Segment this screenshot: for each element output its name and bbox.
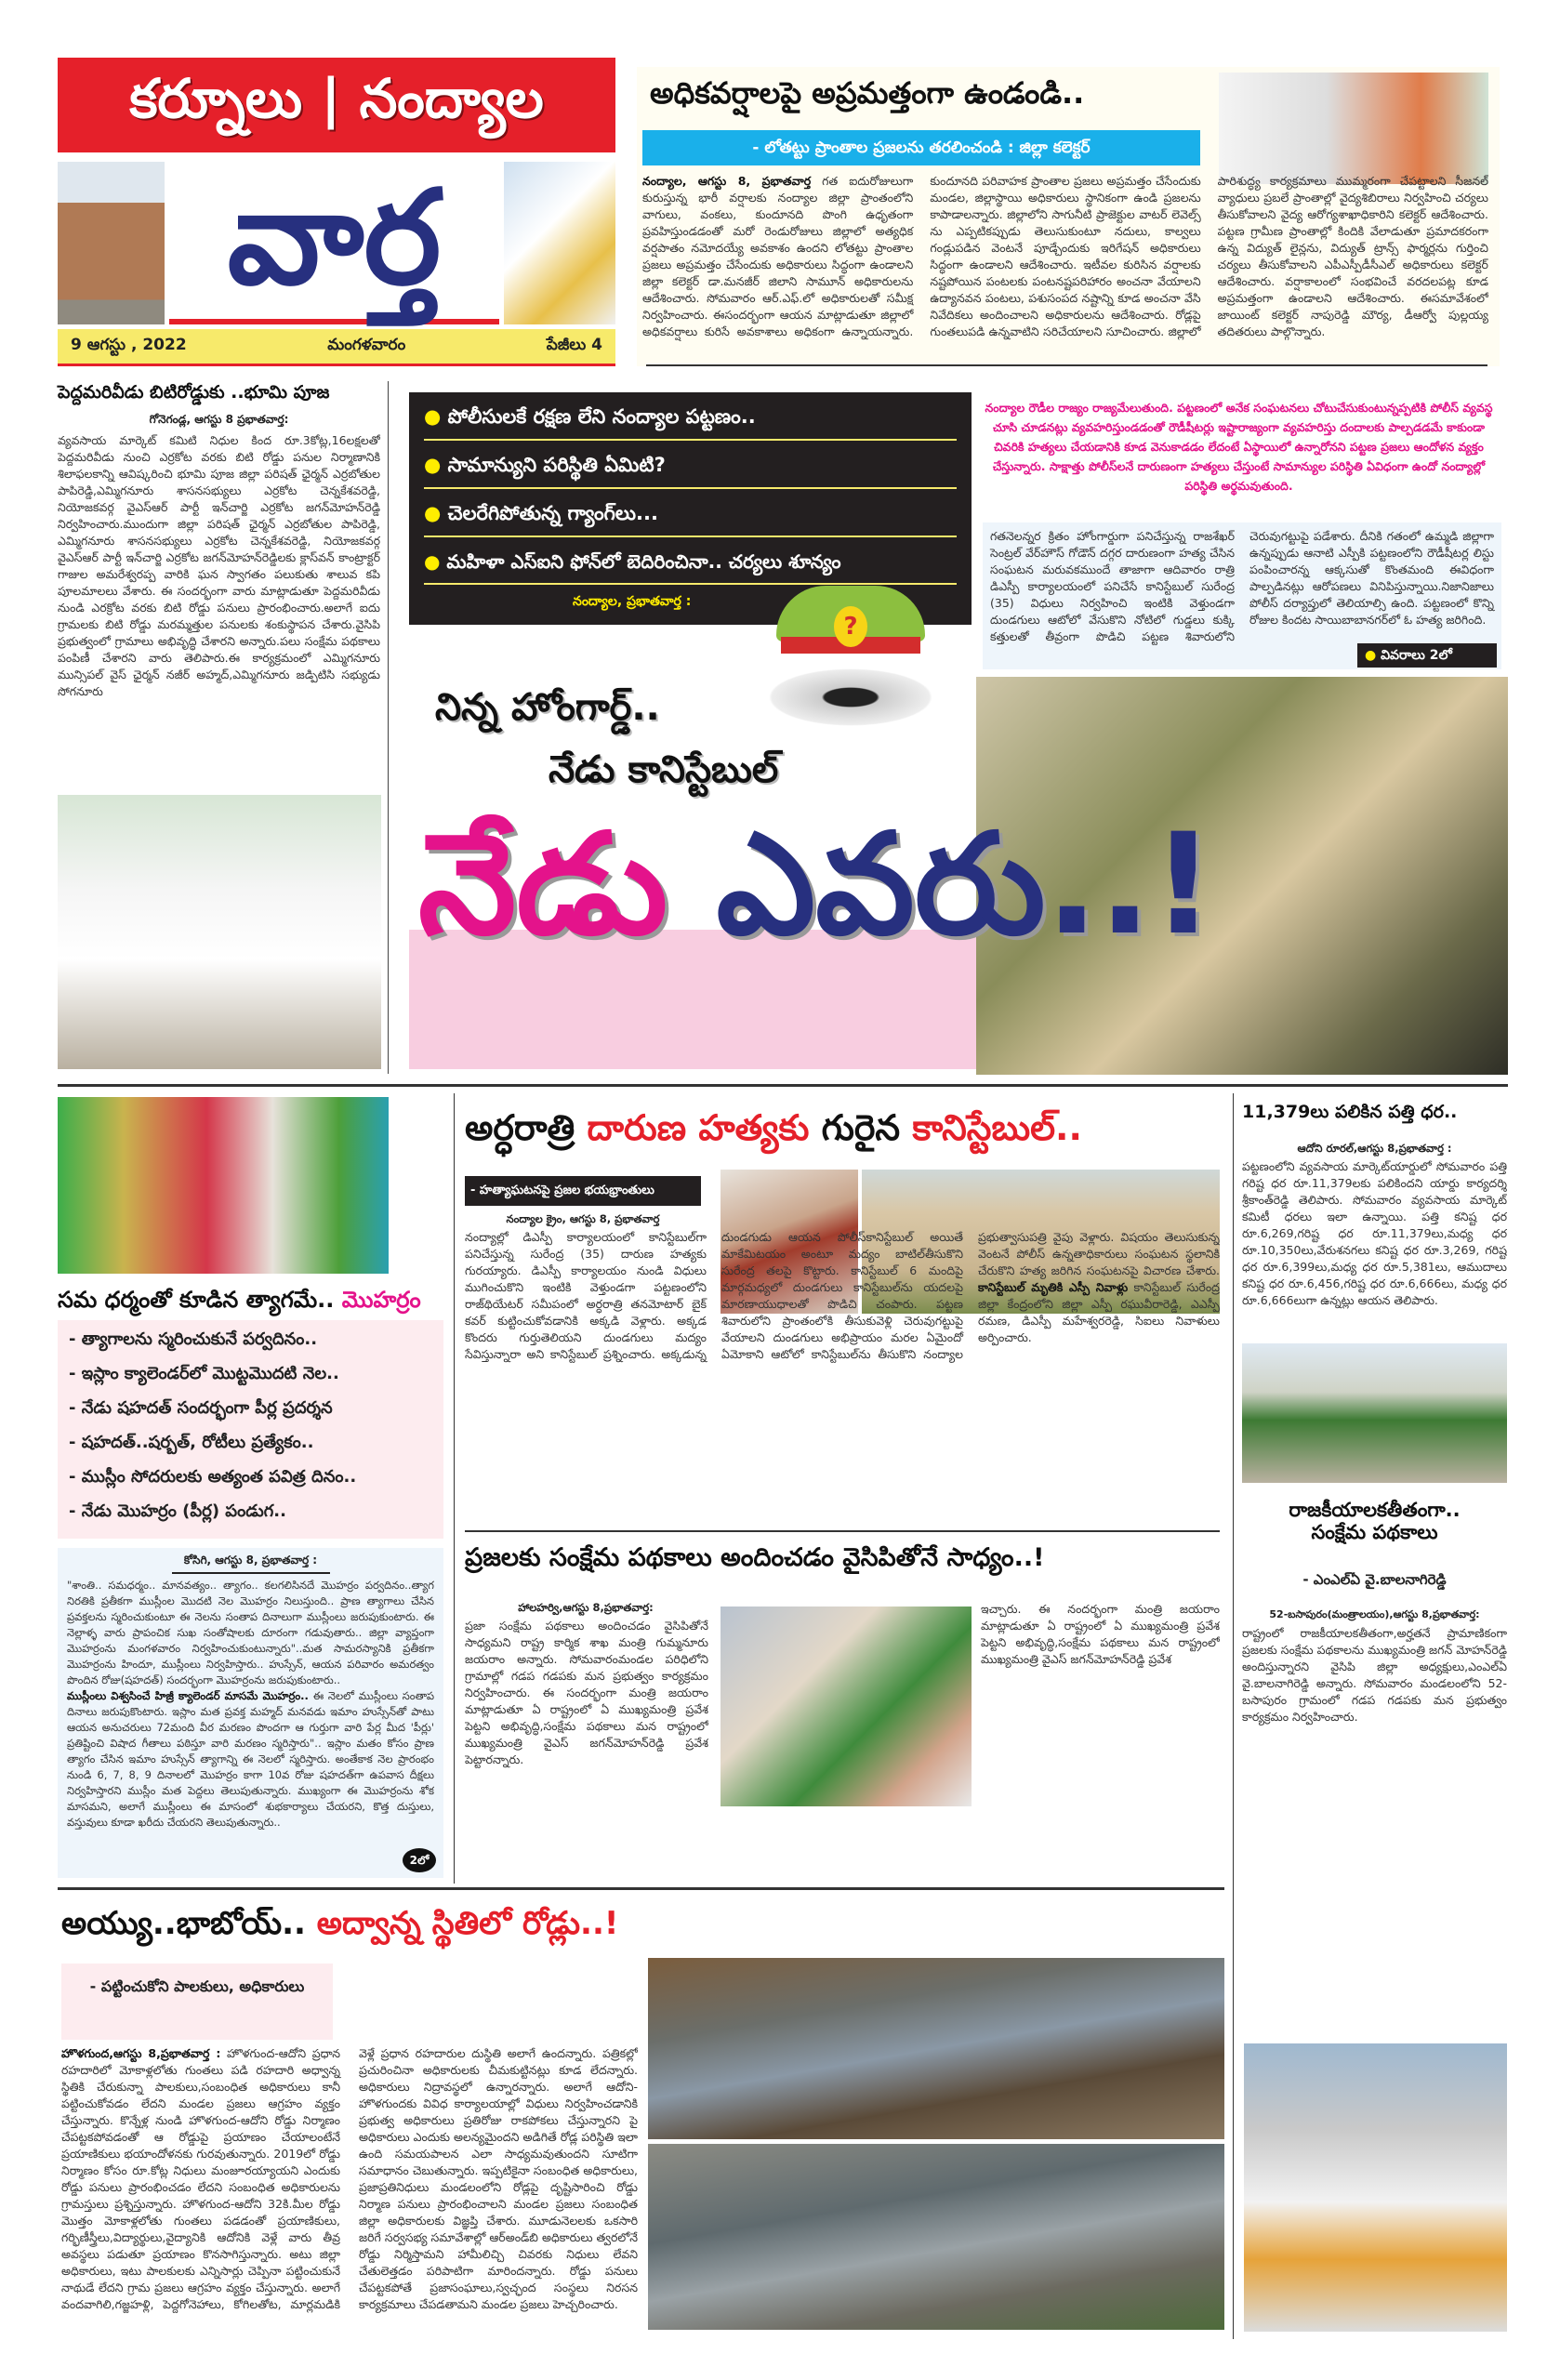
rajakeeya-dateline: 52-బసాపురం(మంత్రాలయం),ఆగస్టు 8,ప్రభాతవార్త: (1269, 1608, 1480, 1620)
cotton-dateline: ఆదోని రూరల్,ఆగస్టు 8,ప్రభాతవార్త : (1297, 1142, 1452, 1155)
logo-area (58, 152, 615, 329)
left-article (58, 381, 389, 1074)
muharram-bullet: - షహదత్..షర్బత్, రోటీలు ప్రత్యేకం.. (69, 1433, 314, 1452)
question-mark-icon: ? (834, 606, 867, 647)
nandi-photo (504, 162, 615, 324)
lead-bullet: ● చెలరేగిపోతున్న గ్యాంగ్‌లు... (424, 502, 957, 537)
issue-date: 9 ఆగస్టు , 2022 (71, 335, 187, 354)
mla-photo (1244, 2043, 1507, 2332)
top-article-body: నంద్యాల, ఆగస్టు 8, ప్రభాతవార్త గత ఐదురోజులుగా కురుస్తున్న భారీ వర్షాలకు నంద్యాల జిల్లా ప్రాంతంలోని వాగులు, వంకలు, కుందూనది పొంగి ఉధృతంగా ప్రవహిస్తుండడంతో మరో రెండురోజులు జిల్లాలో అత్యధిక వర్షపాతం నమోదయ్యే అవకాశం ఉందని లోతట్టు ప్రాంతాల ప్రజలు అప్రమత్తం చేసేందుకు అధికారులు సిద్ధంగా ఉండాలని జిల్లా కలెక్టర్ డా.మనజీర్ జిలాని సామూన్ అధికారులను ఆదేశించారు. సోమవారం ఆర్.ఎఫ్.లో అధికారులతో సమీక్ష నిర్వహించారు. ఈసందర్భంగా ఆయన మాట్లాడుతూ జిల్లాలో అధికవర్షాలు కురిసే అవకాశాలు అధికంగా ఉన్నాయన్నారు. కుందూనది పరివాహక ప్రాంతాల ప్రజలు అప్రమత్తం చేసేందుకు మండల, జిల్లాస్థాయి అధికారులు స్థానికంగా ఉండి ప్రజలను కాపాడాలన్నారు. జిల్లాలోని సాగునీటి ప్రాజెక్టుల వాటర్ లెవెల్స్ ను ఎప్పటికప్పుడు తెలుసుకుంటూ నదులు, కాల్వలు గండ్లుపడిన వెంటనే పూడ్చేందుకు ఇరిగేషన్ అధికారులు సిద్ధంగా ఉండాలని ఆదేశించారు. ఇటీవల కురిసిన వర్షాలకు నష్టపోయిన పంటలకు పంటనష్టపరిహారం అంచనా వేయాలని ఉద్యానవన పంటలు, పశుసంపద నష్టాన్ని కూడ అంచనా వేసి నివేదికలు అందించాలని అధికారులను ఆదేశించారు. రోడ్లపై గుంతలుపడి ఉన్నవాటిని సరిచేయాలని సూచించారు. జిల్లాలో పారిశుద్ధ్య కార్యక్రమాలు ముమ్మరంగా చేపట్టాలని సీజనల్ వ్యాధులు ప్రబలే ప్రాంతాల్లో వైద్యశిబిరాలు నిర్వహించి చర్యలు తీసుకోవాలని వైద్య ఆరోగ్యశాఖాధికారిని కలెక్టర్ ఆదేశించారు. పట్టణ గ్రామీణ ప్రాంతాల్లో కిందికి వేలాడుతూ ప్రమాదకరంగా ఉన్న విద్యుత్ లైన్లను, విద్యుత్ ట్రాన్స్ ఫార్మర్లను గుర్తించి చర్యలు తీసుకోవాలని ఎపీఎస్పీడీసీఎల్ అధికారులు కలెక్టర్ ఆదేశించారు. వర్షాకాలంలో సంభవించే వరదలపట్ల కూడ అప్రమత్తంగా ఉండాలని ఆదేశించారు. ఈసమావేశంలో జాయింట్ కలెక్టర్ నాపురెడ్డి మౌర్య, డీఆర్వో పుల్లయ్య తదితరులు పాల్గొన్నారు. (642, 174, 1488, 338)
lead-bullet: ● మహిళా ఎస్ఐని ఫోన్‌లో బెదిరించినా.. చర్యలు శూన్యం (424, 550, 957, 585)
bullet-icon: ● (424, 502, 442, 524)
continued-marker[interactable]: 2లో (403, 1848, 436, 1872)
police-cap-illustration (758, 586, 944, 744)
roads-body: హొళగుంద,ఆగస్టు 8,ప్రభాతవార్త : హొళగుంద-ఆదోని ప్రధాన రహదారిలో మోకాళ్లలోతు గుంతలు పడి రహదారి అధ్వాన్న స్థితికి చేరుకున్నా పాలకులు,సంబంధిత అధికారులు కానీ పట్టించుకోవడం లేదని మండల ప్రజలు ఆగ్రహం వ్యక్తం చేస్తున్నారు. కొన్నేళ్ల నుండి హొళగుంద-ఆదోని రోడ్డు నిర్మాణం చేపట్టకపోవడంతో ఆ రోడ్డుపై ప్రయాణం చేయాలంటేనే ప్రయాణికులు భయాందోళనకు గురవుతున్నారు. 2019లో రోడ్డు నిర్మాణం కోసం రూ.కోట్ల నిధులు మంజూరయ్యాయని ఎందుకు రోడ్డు పనులు ప్రారంభించడం లేదని సంబంధిత అధికారులను గ్రామస్తులు ప్రశ్నిస్తున్నారు. హొళగుంద-ఆదోని 32కి.మీల రోడ్డు మొత్తం మోకాళ్లలోతు గుంతలు పడడంతో ప్రయాణికులు, గర్భిణీస్త్రీలు,విద్యార్థులు,వైద్యానికి ఆదోనికి వెళ్లే వారు తీవ్ర అవస్థలు పడుతూ ప్రయాణం కొనసాగిస్తున్నారు. అటు జిల్లా అధికారులు, ఇటు పాలకులకు ఎన్నిసార్లు చెప్పినా పట్టించుకునే నాథుడే లేదని గ్రామ ప్రజలు ఆగ్రహం వ్యక్తం చేస్తున్నారు. అలాగే వందవాగిలి,గజ్జహళ్లి, పెద్దగోనెహాలు, కోగిలతోట, మార్లమడికి వెళ్లే ప్రధాన రహదారుల దుస్థితి అలాగే ఉందన్నారు. పత్రికల్లో ప్రచురించినా అధికారులకు చీమకుట్టినట్లు కూడ లేదన్నారు. అధికారులు నిద్రావస్థలో ఉన్నారన్నారు. అలాగే ఆదోని-హొళగుందకు వివిధ కార్యాలయాల్లో విధులు నిర్వహించడానికి ప్రభుత్వ అధికారులు ప్రతిరోజు రాకపోకలు చేస్తున్నారని పై అధికారులు ఎందుకు అలన్యమైందని అడిగితే రోడ్ల పరిస్థితి ఇలా ఉంది సమయపాలన ఎలా సాధ్యమవుతుందని సూటిగా సమాధానం చెబుతున్నారు. ఇప్పటికైనా సంబంధిత అధికారులు, ప్రజాప్రతినిధులు మండలంలోని రోడ్లపై దృష్టిసారించి రోడ్డు నిర్మాణ పనులు ప్రారంభించాలని మండల ప్రజలు సంబంధిత జిల్లా అధికారులకు విజ్ఞప్తి చేశారు. మూడునెలలకు ఒకసారి జరిగే సర్వసభ్య సమావేశాల్లో ఆర్అండ్‌బి అధికారులు త్వరలోనే రోడ్డు నిర్మిస్తామని హామీలిచ్చి చివరకు నిధులు లేవని చేతులెత్తడం పరిపాటిగా మారిందన్నారు. రోడ్డు పనులు చేపట్టకపోతే ప్రజాసంఘాలు,స్వచ్ఛంద సంస్థలు నిరసన కార్యక్రమాలు చేపడతామని మండల ప్రజలు హెచ్చరించారు. (61, 2046, 638, 2311)
date-strip (58, 329, 615, 366)
top-article-headline: అధికవర్షాలపై అప్రమత్తంగా ఉండండి.. (650, 75, 1085, 111)
roads-subhead: - పట్టించుకోని పాలకులు, అధికారులు (61, 1964, 333, 2040)
bhoomi-pooja-photo (58, 795, 381, 1069)
left-article-body: వ్యవసాయ మార్కెట్ కమిటి నిధుల కింద రూ.3కోట్ల,16లక్షలతో పెద్దమరివీడు నుంచి ఎర్రకోట వరకు బిటి రోడ్డు పనుల నిర్మాణానికి శిలాఫలకాన్ని ఆవిష్కరించి భూమి పూజ జిల్లా పరిషత్ ఛైర్మన్ ఎర్రబోతుల పాపిరెడ్డి,ఎమ్మిగనూరు శాసనసభ్యులు ఎర్రకోట చెన్నకేశవరెడ్డి, నియోజకవర్గ వైఎస్ఆర్ పార్టీ ఇన్‌చార్జి ఎర్రకోట జగన్‌మోహన్‌రెడ్డి నిర్వహించారు.ముందుగా జిల్లా పరిషత్ ఛైర్మన్ ఎర్రబోతుల పాపిరెడ్డి, ఎమ్మిగనూరు శాసనసభ్యులు ఎర్రకోట చెన్నకేశవరెడ్డి, నియోజకవర్గ వైఎస్ఆర్ పార్టీ ఇన్‌చార్జి ఎర్రకోట జగన్‌మోహన్‌రెడ్డిలకు క్లాస్‌వన్ కాంట్రాక్టర్ గాజుల అమరేశ్వరప్ప వారికి ఘన స్వాగతం పలుకుతు శాలువ కపి పూలమాలలు వేశారు. ఈ సందర్భంగా వారు మాట్లాడుతూ పెద్దమరివీడు నుండి ఎరక్రోట వరకు బిటి రోడ్డు పనులు ప్రారంభించారు.అలాగే ఐదు గ్రామలకు బిటి రోడ్డు మరమ్మత్తుల పనులకు శంకుస్థాపన చేశారు.వైసిపి ప్రభుత్వంలో గ్రామాలు అభివృద్ధి చేశారని అన్నారు.పలు సంక్షేమ పథకాలు పంపిణీ చేశారని వారు తెలిపారు.ఈ కార్యక్రమంలో ఎమ్మిగనూరు మున్సిపల్ వైస్ ఛైర్మన్ నజీర్ అహ్మద్,ఎమ్మిగనూరు జడ్పిటిసి సభ్యుడు సోగనూరు (58, 432, 380, 698)
muharram-bullet: - నేడు షహదత్ సందర్భంగా పీర్ల ప్రదర్శన (69, 1398, 333, 1418)
potholes-photo-1 (648, 1958, 1224, 2139)
continued-badge[interactable]: ● వివరాలు 2లో (1357, 643, 1497, 668)
bullet-icon: ● (424, 405, 442, 428)
muharram-body-box (58, 1548, 443, 1878)
lead-headline-1: నిన్న హోంగార్డ్.. (435, 686, 660, 729)
muharram-bullet: - త్యాగాలను స్మరించుకునే పర్వదినం.. (69, 1329, 318, 1349)
collector-meeting-photo (1219, 73, 1488, 184)
column-divider (454, 1093, 455, 1884)
welfare-body-tail: ఇచ్చారు. ఈ నందర్భంగా మంత్రి జయరాం మాట్లాడుతూ ఏ రాష్ట్రంలో ఏ ముఖ్యమంత్రి ప్రవేశ పెట్టని అభివృద్ధి,సంక్షేమ పథకాలు మన రాష్ట్రంలో ముఖ్యమంత్రి వైఎస్ జగన్‌మోహన్‌రెడ్డి ప్రవేశ (981, 1602, 1220, 1666)
cotton-body: పట్టణంలోని వ్యవసాయ మార్కెట్‌యార్డులో సోమవారం పత్తి గరిష్ట ధర రూ.11,379లకు పలికిందని యార్డు కార్యదర్శి శ్రీకాంత్‌రెడ్డి తెలిపారు. సోమవారం వ్యవసాయ మార్కెట్ కమిటీ ధరలు ఇలా ఉన్నాయి. పత్తి కనిష్ట ధర రూ.6,269,గరిష్ట ధర రూ.11,379లు,మధ్య ధర రూ.10,350లు,వేరుశనగలు కనిష్ట ధర రూ.3,269, గరిష్ట ధర రూ.6,399లు,మధ్య ధర రూ.5,381లు, ఆముదాలు కనిష్ట ధర రూ.6,456,గరిష్ట ధర రూ.6,666లు, మధ్య ధర రూ.6,666లుగా ఉన్నట్లు ఆయన తెలిపారు. (1242, 1159, 1507, 1307)
lead-body: గతనెలన్నర క్రితం హోంగార్డుగా పనిచేస్తున్న రాజశేఖర్ సెంట్రల్ వేర్‌హౌస్ గోడౌన్ దగ్గర దారుణంగా హత్య చేసిన సంఘటన మరువకముందే తాజాగా ఆదివారం రాత్రి డిఎస్పీ కార్యాలయంలో పనిచేసే కానిస్టేబుల్ సురేంద్ర (35) విధులు నిర్వహించి ఇంటికి వెళ్తుండగా దుండగులు ఆటోలో వేసుకొని నోటిలో గుడ్డలు కుక్కి కత్తులతో తీవ్రంగా పొడిచి పట్టణ శివారులోని చెరువుగట్టుపై పడేశారు. దీనికి గతంలో ఉమ్మడి జిల్లాగా ఉన్నప్పుడు ఆనాటి ఎస్పీకి పట్టణంలోని రౌడీషీటర్ల లిస్టు పంపించారన్న ఆక్కసుతో కొంతమంది ఈవిధంగా పాల్పడినట్లు ఆరోపణలు వినిపిస్తున్నాయి.నిజానిజాలు పోలీస్ దర్యాప్తులో తెలియాల్సి ఉంది. పట్టణంలో కొన్ని రోజుల కిందట సాయిబాబానగర్‌లో ఓ హత్య జరిగింది. (983, 522, 1501, 669)
constable-headline: అర్ధరాత్రి దారుణ హత్యకు గురైన కానిస్టేబుల్.. (465, 1107, 1082, 1148)
cotton-headline: 11,379లు పలికిన పత్తి ధర.. (1242, 1102, 1458, 1122)
constable-subhead: - హత్యాఘటనపై ప్రజల భయభ్రాంతులు (465, 1176, 701, 1206)
muharram-bullet: - నేడు మొహర్రం (పీర్ల) పండుగ.. (69, 1501, 286, 1521)
welfare-dateline: హాలహర్వి,ఆగస్టు 8,ప్రభాతవార్త: (518, 1601, 654, 1614)
muharram-bullet: - ఇస్లాం క్యాలెండర్‌లో మొట్టమొదటి నెల.. (69, 1364, 339, 1383)
top-article-subhead: - లోతట్టు ప్రాంతాల ప్రజలను తరలించండి : జిల్లా కలెక్టర్ (642, 130, 1200, 165)
masthead (58, 58, 615, 369)
rajakeeya-byline: - ఎంఎల్ఏ వై.బాలనాగిరెడ్డి (1302, 1571, 1447, 1588)
lead-dateline: నంద్యాల, ప్రభాతవార్త : (573, 594, 692, 609)
minister-photo (721, 1606, 972, 1806)
muharram-headline: సమ ధర్మంతో కూడిన త్యాగమే.. మొహర్రం (58, 1287, 421, 1313)
welfare-headline: ప్రజలకు సంక్షేమ పథకాలు అందించడం వైసిపితోనే సాధ్యం..! (465, 1543, 1045, 1572)
bullet-icon: ● (424, 454, 442, 476)
paper-logo: వార్త (169, 152, 499, 324)
lead-bullet: ● పోలీసులకే రక్షణ లేని నంద్యాల పట్టణం.. (424, 405, 957, 441)
constable-body: నంద్యాల్లో డిఎస్పీ కార్యాలయంలో కానిస్టేబుల్‌గా పనిచేస్తున్న సురేంద్ర (35) దారుణ హత్యకు గురయ్యారు. డిఎస్పీ కార్యాలయం నుండి విధులు ముగించుకొని ఇంటికి వెళ్తుండగా పట్టణంలోని రాజ్‌థియేటర్ సమీపంలో అర్ధరాత్రి తనమోటార్ బైక్ కవర్ కుట్టించుకోవడానికి అక్కడి వెళ్లారు. అక్కడ కొందరు గుర్తుతెలియని దుండగులు మద్యం సేవిస్తున్నారా అని కానిస్టేబుల్ ప్రశ్నించారు. అక్కడున్న దుండగుడు ఆయన పోలీస్‌కానిస్టేబుల్ అయితే మాకేమిటయం అంటూ మద్యం బాటిల్‌తీసుకొని సురేంద్ర తలపై కొట్టారు. కానిస్టేబుల్ 6 మందిపై మార్గమధ్యలో దుండగులు కానిస్టేబుల్‌ను యదలపై మారణాయుధాలతో పొడిచి చంపారు. పట్టణ శివారులోని ప్రాంతంలోకి తీసుకువెళ్లి చెరువుగట్టుపై వేయాలని దుండగులు అభిప్రాయం మరల ఏమైందో ఏమోకాని ఆటోలో కానిస్టేబుల్‌ను తీసుకొని నంద్యాల ప్రభుత్వాసుపత్రి వైపు వెళ్లారు. విషయం తెలుసుకున్న వెంటనే పోలీస్ ఉన్నతాధికారులు సంఘటన స్థలానికి చేరుకొని హత్య జరిగిన సంఘటనపై విచారణ చేశారు. కానిస్టేబుల్ మృతికి ఎస్పీ నివాళ్లు కానిస్టేబుల్ సురేంద్ర జిల్లా కేంద్రంలోని జిల్లా ఎస్పీ రఘువీరారెడ్డి, ఎఎస్పీ రమణ, డిఎస్పీ మహేశ్వరరెడ్డి, సిఐలు నివాళులు అర్పించారు. (465, 1230, 1220, 1361)
bullet-icon: ● (424, 550, 441, 573)
left-article-headline: పెద్దమరివీడు బిటిరోడ్డుకు ..భూమి పూజ (58, 382, 330, 403)
rajakeeya-body: రాష్ట్రంలో రాజకీయాలకతీతంగా,అర్హతనే ప్రామాణికంగా ప్రజలకు సంక్షేమ పథకాలను ముఖ్యమంత్రి జగన్ మోహన్‌రెడ్డి అందిస్తున్నారని వైసిపి జిల్లా అధ్యక్షులు,ఎంఎల్ఏ వై.బాలనాగిరెడ్డి అన్నారు. సోమవారం మండలంలోని 52-బసాపురం గ్రామంలో గడప గడపకు మన ప్రభుత్వం కార్యక్రమం నిర్వహించారు. (1242, 1626, 1507, 1724)
potholes-photo-2 (648, 2144, 1224, 2330)
section-divider (58, 1084, 1508, 1087)
muharram-bullet: - ముస్లీం సోదరులకు అత్యంత పవిత్ర దినం.. (69, 1467, 357, 1487)
welfare-body: ప్రజా సంక్షేమ పథకాలు అందించడం వైసిపితోనే సాధ్యమని రాష్ట్ర కార్మిక శాఖ మంత్రి గుమ్మనూరు జయరాం అన్నారు. సోమవారంమండల పరిధిలోని గ్రామాల్లో గడప గడపకు మన ప్రభుత్వం కార్యక్రమం నిర్వహించారు. ఈ సందర్భంగా మంత్రి జయరాం మాట్లాడుతూ ఏ రాష్ట్రంలో ఏ ముఖ్యమంత్రి ప్రవేశ పెట్టని అభివృద్ధి,సంక్షేమ పథకాలు మన రాష్ట్రంలో ముఖ్యమంత్రి వైఎస్ జగన్‌మోహన్‌రెడ్డి ప్రవేశ పెట్టారన్నారు. (465, 1619, 708, 1766)
lead-headline-2: నేడు కానిస్టేబుల్ (549, 748, 779, 791)
page-count: పేజీలు 4 (546, 335, 602, 354)
edition-title: కర్నూలు | నంద్యాల (129, 66, 544, 130)
market-yard-photo (1242, 1343, 1507, 1483)
lead-headline-big: నేడు ఎవరు..! (418, 804, 1215, 966)
issue-day: మంగళవారం (327, 335, 406, 354)
top-article (637, 67, 1500, 366)
lead-bullet: ● సామాన్యుని పరిస్థితి ఏమిటి? (424, 454, 957, 489)
roads-headline: అయ్యు..భాబోయ్.. అద్వాన్న స్థితిలో రోడ్లు..! (61, 1905, 619, 1942)
left-article-dateline: గోనెగండ్ల, ఆగస్టు 8 ప్రభాతవార్త: (149, 412, 289, 426)
peerla-photo (58, 1097, 389, 1274)
divider (465, 1530, 1220, 1532)
fort-photo (58, 162, 165, 324)
lead-intro: నంద్యాల రౌడీల రాజ్యం రాజ్యమేలుతుంది. పట్టణంలో అనేక సంఘటనలు చోటుచేసుకుంటున్నప్పటికి పోలీస్ వ్యవస్థ చూసి చూడనట్లు వ్యవహరిస్తుండడంతో రౌడీషీటర్లు ఇష్టారాజ్యంగా వ్యవహరిస్తు దందాలకు పాల్పడడమే కాకుండా చివరికి హత్యలు చేయడానికి కూడ వెనుకాడడం లేదంటే ఏస్థాయిలో ఉన్నారోనని పట్టణ ప్రజలు ఆందోళన వ్యక్తం చేస్తున్నారు. సాక్షాత్తు పోలీస్‌లనే దారుణంగా హత్యలు చేస్తుంటే సామాన్యుల పరిస్థితి ఏవిధంగా ఉందో నంద్యాల్లో పరిస్థితి అర్థమవుతుంది. (985, 401, 1493, 493)
column-divider (1233, 1093, 1234, 2339)
divider (646, 364, 1487, 366)
muharram-bullets (58, 1320, 443, 1539)
rajakeeya-headline: రాజకీయాలకతీతంగా.. సంక్షేమ పథకాలు (1289, 1499, 1461, 1544)
section-divider (58, 1887, 1224, 1890)
muharram-body: "శాంతి.. సమధర్మం.. మానవత్యం.. త్యాగం.. కలగలిసినదే మొహర్రం పర్వదినం..త్యాగ నిరతికి ప్రతీకగా ముస్లీంల మొదటి నెల మొహర్రం నిలుస్తుంది.. ప్రాణ త్యాగాలు చేసిన ప్రవక్తలను స్మరించుకుంటూ ఈ నెలను సంతాప దినాలుగా ముస్లీంలు జరుపుకుంటారు. ఈ నెల్లాళ్ళ వారు ప్రాపంచిక సుఖ సంతోషాలకు దూరంగా గడువుతారు.. జిల్లా వ్యాప్తంగా మొహర్రంను మంగళవారం నిర్వహించుకుంటున్నారు"..మత సామరస్యానికి ప్రతీకగా మొహర్రంను హిందూ, ముస్లీంలు నిర్వహిస్తారు.. హుస్సేన్, ఆయన పరివారం అమరత్వం పొందిన రోజు(షహదత్) సందర్భంగా మొహర్రంను జరుపుకుంటారు.. ముస్లీంలు విశ్వసించే హిజ్రీ క్యాలెండర్ మాసమే మొహర్రం.. ఈ నెలలో ముస్లీంలు సంతాప దినాలు జరుపుకొంటారు. ఇస్లాం మత ప్రవక్త మహ్మద్ మనవడు ఇమాం హుస్సేన్‌తో పాటు ఆయన అనుచరులు 72మంది వీర మరణం పొందగా ఆ గుర్తుగా వారి పేర్ల మీద 'పీర్లు' ప్రతిష్టించి విషాద గీతాలు పఠిస్తూ వారి మరణం స్మరిస్తారు".. ఇస్లాం మతం కోసం ప్రాణ త్యాగం చేసిన ఇమాం హుస్సేన్ త్యాగాన్ని ఈ నెలలో స్మరిస్తారు. అంతేకాక నెల ప్రారంభం నుండి 6, 7, 8, 9 దినాలలో మొహర్రం కాగా 10వ రోజు షహదత్‌గా ఉపవాస దీక్షలు నిర్వహిస్తారని ముస్లీం మత పెద్దలు తెలుపుతున్నారు. ముఖ్యంగా ఈ మొహర్రంను శోక మాసమని, అలాగే ముస్లీంలు ఈ మాసంలో శుభకార్యాలు చేయరని, కొత్త దుస్తులు, వస్తువులు కూడా ఖరీదు చేయరని తెలుపుతున్నారు.. (67, 1579, 434, 1829)
edition-banner (58, 58, 615, 152)
muharram-dateline: కోసిగి, ఆగస్టు 8, ప్రభాతవార్త : (172, 1554, 330, 1574)
constable-dateline: నంద్యాల క్రైం, ఆగస్టు 8, ప్రభాతవార్త (506, 1212, 660, 1225)
